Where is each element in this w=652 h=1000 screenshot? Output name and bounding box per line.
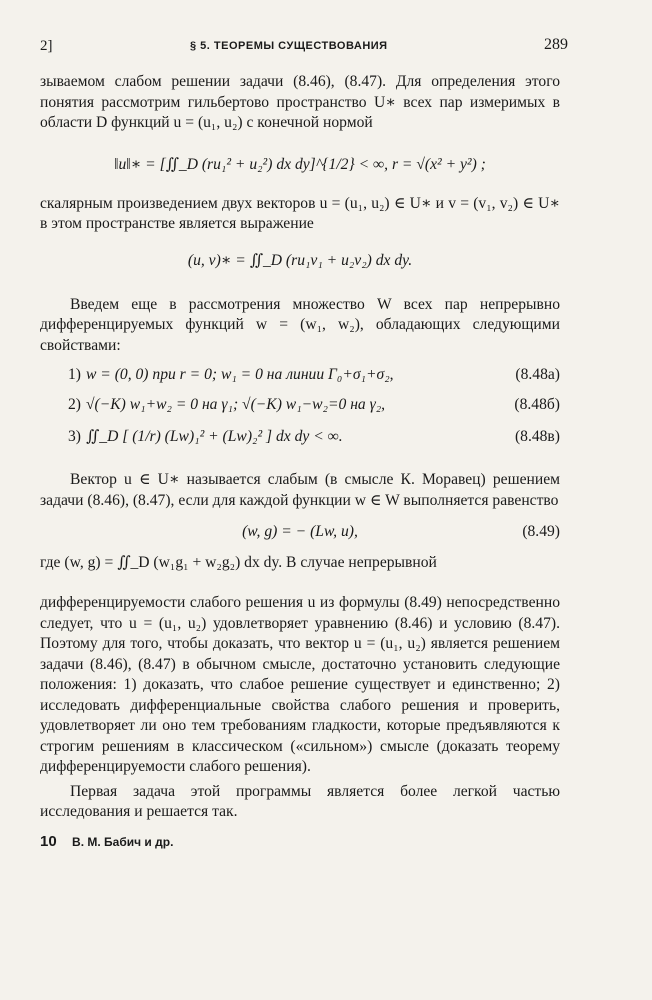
formula-8-49-body: (w, g) = − (Lw, u),: [242, 523, 358, 540]
paragraph-where-wg: где (w, g) = ∬_D (w₁g₁ + w₂g₂) dx dy. В случае непрерывной: [40, 554, 437, 571]
header-section-number: 2]: [40, 38, 53, 54]
paragraph-scalar-product: скалярным произведением двух векторов u = (u₁, u₂) ∈ U∗ и v = (v₁, v₂) ∈ U∗ в этом пространстве является выражение: [40, 194, 560, 232]
eq-number-8-48v: (8.48в): [514, 428, 560, 445]
property-1-text: w = (0, 0) при r = 0; w₁ = 0 на линии Γ₀+σ₁+σ₂,: [86, 366, 394, 383]
property-3-text: ∬_D [ (1/r) (Lw)₁² + (Lw)₂² ] dx dy < ∞.: [86, 428, 343, 445]
paragraph-first-task: Первая задача этой программы является более легкой частью исследования и решается так.: [40, 782, 560, 820]
property-2-label: 2): [68, 396, 81, 413]
paragraph-set-w: Введем еще в рассмотрения множество W всех пар непрерывно дифференцируемых функций w = (w₁, w₂), обладающих следующими свойствами:: [40, 295, 560, 354]
property-1: [40, 364, 560, 386]
paragraph-differentiability: дифференцируемости слабого решения u из формулы (8.49) непосредственно следует, что u = (u₁, u₂) удовлетворяет уравнению (8.46) и условию (8.47). Поэтому для того, чтобы доказать, что вектор u = (u₁, u₂) является решением задачи (8.46), (8.47) в обычном смысле, достаточно установить следующие положения: 1) доказать, что слабое решение существует и единственно; 2) исследовать дифференциальные свойства слабого решения и проверить, удовлетворяет ли оно тем требованиям гладкости, которые предъявляются к строгим решениям в классическом («сильном») смысле (доказать теорему дифференцируемости слабого решения).: [40, 594, 560, 775]
property-3: [40, 426, 560, 466]
formula-scalar-product: (u, v)∗ = ∬_D (ru₁v₁ + u₂v₂) dx dy.: [187, 251, 413, 269]
page-number: 289: [544, 36, 568, 53]
header-title: § 5. ТЕОРЕМЫ СУЩЕСТВОВАНИЯ: [190, 40, 388, 52]
eq-number-8-49: (8.49): [522, 523, 560, 540]
paragraph-weak-definition: Вектор u ∈ U∗ называется слабым (в смысле К. Моравец) решением задачи (8.46), (8.47), если для каждой функции w ∈ W выполняется равенство: [40, 471, 560, 509]
eq-number-8-48a: (8.48а): [515, 366, 560, 383]
formula-8-49: [40, 517, 560, 547]
formula-norm: ‖u‖∗ = [∬_D (ru₁² + u₂²) dx dy]^{1/2} < ∞, r = √(x² + y²) ;: [114, 155, 486, 173]
footer-signature: [40, 833, 560, 850]
signature-number: 10: [40, 832, 57, 850]
running-header: [40, 36, 568, 60]
property-2-text: √(−K) w₁+w₂ = 0 на γ₁; √(−K) w₁−w₂=0 на γ₂,: [86, 396, 386, 413]
paragraph-weak-solution: зываемом слабом решении задачи (8.46), (8.47). Для определения этого понятия рассмотрим гильбертово пространство U∗ всех пар измеримых в области D функций u = (u₁, u₂) с конечной нормой: [40, 73, 560, 131]
property-1-label: 1): [68, 366, 81, 383]
signature-text: В. М. Бабич и др.: [72, 834, 174, 849]
property-3-label: 3): [68, 428, 81, 445]
page: [40, 36, 568, 850]
eq-number-8-48b: (8.48б): [514, 396, 560, 413]
property-2: [40, 394, 560, 416]
